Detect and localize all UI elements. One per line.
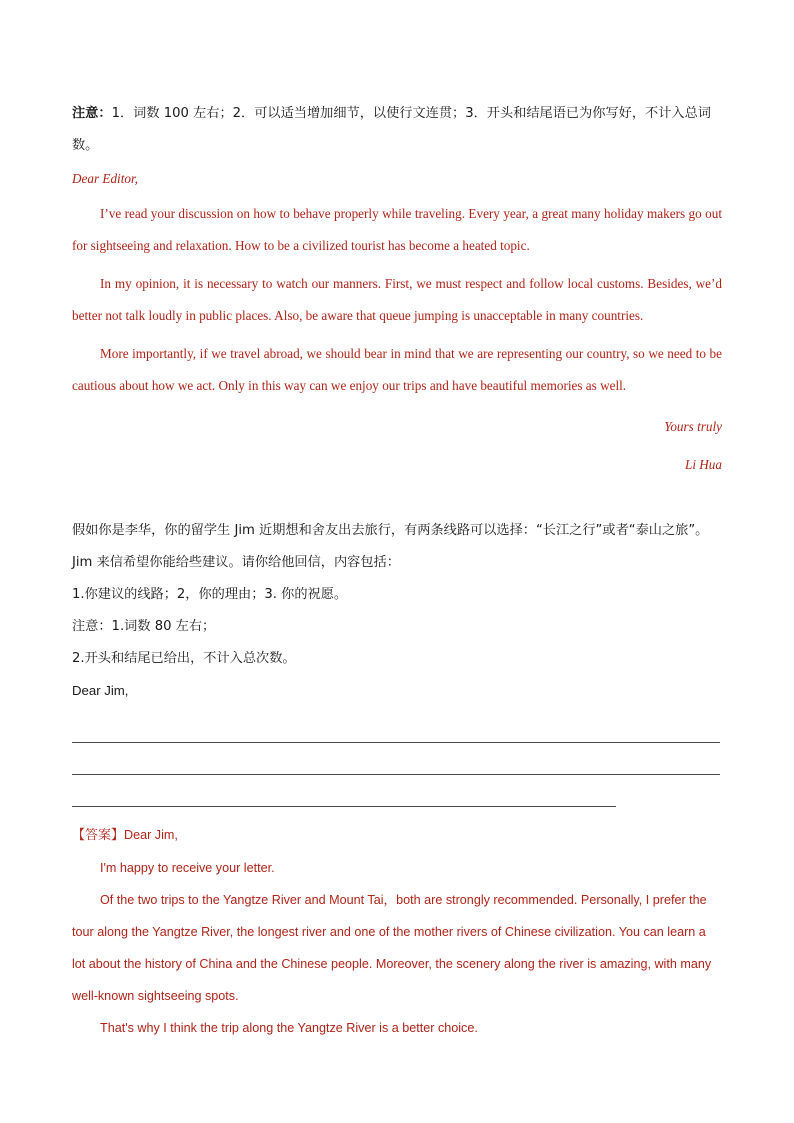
writing-lines (72, 711, 722, 807)
note-text: 1．词数 100 左右；2．可以适当增加细节，以使行文连贯；3．开头和结尾语已为你写好，不计入总词数。 (72, 106, 711, 153)
letter-paragraph-1: I’ve read your discussion on how to behave properly while traveling. Every year, a great many holiday makers go out for sightseeing and relaxation. How to be a civilized tourist has become a heated topic. (72, 206, 722, 253)
writing-task (72, 515, 722, 707)
task-note-2: 2.开头和结尾已给出，不计入总次数。 (72, 651, 296, 666)
answer-paragraph-2: Of the two trips to the Yangtze River and Mount Tai，both are strongly recommended. Personally, I prefer the tour along the Yangtze River, the longest river and one of the mother rivers of Chinese civilization. You can learn a lot about the history of China and the Chinese people. Moreover, the scenery along the river is amazing, with many well-known sightseeing spots. (72, 893, 712, 1003)
answer-tag: 【答案】 (72, 828, 125, 843)
task-intro: 假如你是李华，你的留学生 Jim 近期想和舍友出去旅行，有两条线路可以选择：“长江之行”或者“泰山之旅”。Jim 来信希望你能给些建议。请你给他回信，内容包括： (72, 523, 709, 570)
document-page (72, 98, 722, 1044)
letter-paragraph-3: More importantly, if we travel abroad, we should bear in mind that we are representing our country, so we need to be cautious about how we act. Only in this way can we enjoy our trips and have beautiful memories as well. (72, 346, 722, 393)
writing-line (72, 806, 616, 807)
note-label: 注意： (72, 106, 112, 121)
letter-paragraph-2: In my opinion, it is necessary to watch our manners. First, we must respect and follow local customs. Besides, we’d better not talk loudly in public places. Also, be aware that queue jumping is unacceptable in many countries. (72, 276, 722, 323)
letter-closing: Yours truly (664, 419, 722, 434)
writing-note (72, 98, 722, 162)
answer-section (72, 819, 722, 1044)
task-note-1: 注意：1.词数 80 左右； (72, 619, 216, 634)
task-salutation: Dear Jim, (72, 683, 129, 698)
answer-paragraph-1: I'm happy to receive your letter. (100, 861, 275, 875)
answer-paragraph-3: That's why I think the trip along the Yangtze River is a better choice. (100, 1021, 478, 1035)
task-points: 1.你建议的线路；2，你的理由；3. 你的祝愿。 (72, 587, 348, 602)
letter-signature: Li Hua (684, 457, 722, 472)
answer-salutation: Dear Jim, (124, 828, 178, 842)
letter-salutation: Dear Editor, (72, 171, 138, 186)
